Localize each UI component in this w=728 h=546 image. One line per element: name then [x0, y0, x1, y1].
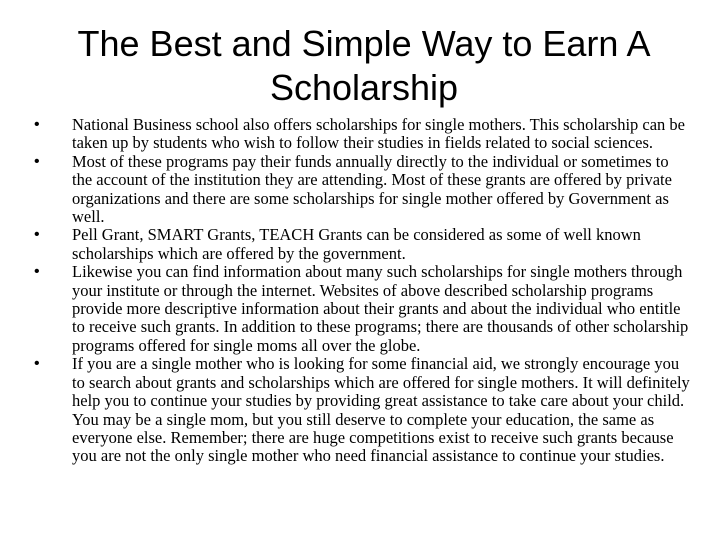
bullet-text: Most of these programs pay their funds annually directly to the individual or sometimes to the account of the institution they are attending. Most of these grants are offered by private organizations and there are some scholarships for single mother offered by Government as well. [72, 151, 672, 227]
bullet-icon: • [34, 116, 40, 133]
bullet-text: Likewise you can find information about many such scholarships for single mothers through your institute or through the internet. Websites of above described scholarship programs provide more descriptive information about their grants and about the individual who entitle to receive such grants. In addition to these programs; there are thousands of other scholarship programs offered for single moms all over the globe. [72, 262, 689, 355]
bullet-item [34, 263, 690, 355]
bullet-text: Pell Grant, SMART Grants, TEACH Grants can be considered as some of well known scholarships which are offered by the government. [72, 225, 641, 263]
bullet-text: National Business school also offers scholarships for single mothers. This scholarship can be taken up by students who wish to follow their studies in fields related to social sciences. [72, 115, 685, 153]
bullet-icon: • [34, 152, 40, 170]
bullet-text: If you are a single mother who is looking for some financial aid, we strongly encourage you to search about grants and scholarships which are offered for single mothers. It will definitely help you to continue your studies by providing great assistance to take care about your child. You may be a single mom, but you still deserve to complete your education, the same as everyone else. Remember; there are huge competitions exist to receive such grants because you are not the only single mother who need financial assistance to continue your studies. [72, 354, 690, 466]
bullet-icon: • [34, 263, 40, 281]
bullet-icon: • [34, 226, 40, 244]
bullet-item [34, 153, 690, 227]
bullet-list [34, 116, 690, 466]
bullet-item [34, 116, 690, 153]
bullet-icon: • [34, 355, 40, 373]
bullet-item [34, 355, 690, 465]
bullet-item [34, 226, 690, 263]
slide-title: The Best and Simple Way to Earn A Scholarship [77, 23, 651, 108]
